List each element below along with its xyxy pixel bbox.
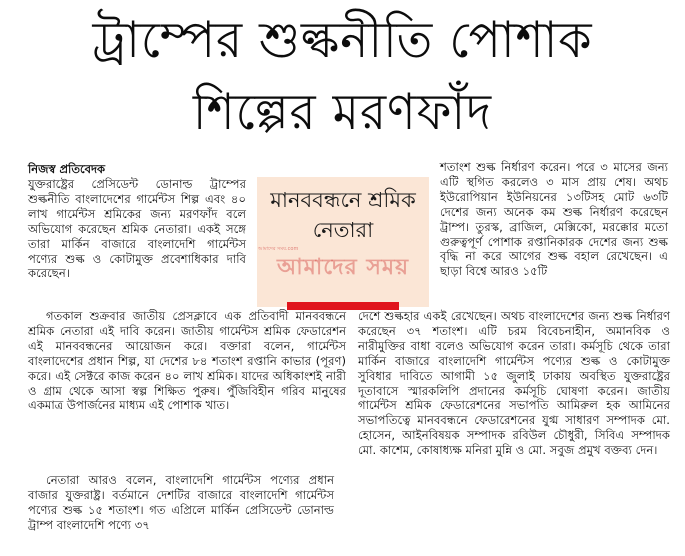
paragraph-second: গতকাল শুক্রবার জাতীয় প্রেসক্লাবে এক প্রতিবাদী মানববন্ধনে শ্রমিক নেতারা এই দাবি করেন। জাতীয় গার্মেন্টস শ্রমিক ফেডারেশন এই মানববন্ধনের আয়োজন করে। বক্তারা বলেন, গার্মেন্টস বাংলাদেশের প্রধান শিল্প, যা দেশের ৮৪ শতাংশ রপ্তানি কাভার (পূরণ) করে। এই সেক্টরে কাজ করেন ৪০ লাখ শ্রমিক। যাদের অধিকাংশই নারী ও গ্রাম থেকে আসা স্বল্প শিক্ষিত পুরুষ। পুঁজিবিহীন গরিব মানুষের একমাত্র উপার্জনের মাধ্যম এই পোশাক খাত। [28, 309, 346, 413]
paragraph-intro: যুক্তরাষ্ট্রের প্রেসিডেন্ট ডোনাল্ড ট্রাম্পের শুল্কনীতি বাংলাদেশের গার্মেন্টস শিল্প এবং ৪০ লাখ গার্মেন্টস শ্রমিকের জন্য মরণফাঁদ বলে অভিযোগ করেছেন শ্রমিক নেতারা। একই সঙ্গে তারা মার্কিন বাজারে বাংলাদেশি গার্মেন্টস পণ্যের শুল্ক ও কোটামুক্ত প্রবেশাধিকার দাবি করেছেন। [28, 177, 246, 281]
pullquote-text: মানববন্ধনে শ্রমিক নেতারা [270, 188, 416, 242]
article-column-right-bottom [358, 309, 670, 458]
byline: নিজস্ব প্রতিবেদক [28, 162, 106, 176]
watermark-url: আমাদের সময়.com [258, 246, 299, 252]
paragraph-third: নেতারা আরও বলেন, বাংলাদেশি গার্মেন্টস পণ্যের প্রধান বাজার যুক্তরাষ্ট্র। বর্তমানে দেশটির বাজারে বাংলাদেশি গার্মেন্টস পণ্যের শুল্ক ১৫ শতাংশ। গত এপ্রিলে মার্কিন প্রেসিডেন্ট ডোনাল্ড ট্রাম্প বাংলাদেশি পণ্যে ৩৭ [28, 473, 334, 532]
article-column-left-top [28, 177, 246, 281]
headline-line-2: শিল্পের মরণফাঁদ [192, 83, 493, 141]
pullquote-box [257, 177, 429, 307]
headline-line-1: ট্রাম্পের শুল্কনীতি পোশাক [92, 11, 593, 69]
paragraph-right-top: শতাংশ শুল্ক নির্ধারণ করেন। পরে ৩ মাসের জন্য এটি স্থগিত করলেও ৩ মাস প্রায় শেষ। অথচ ইউরোপিয়ান ইউনিয়নের ১৩টিসহ মোট ৬৩টি দেশের জন্য অনেক কম শুল্ক নির্ধারণ করেছেন ট্রাম্প। তুরস্ক, ব্রাজিল, মেক্সিকো, মরক্কোর মতো গুরুত্বপূর্ণ পোশাক রপ্তানিকারক দেশের জন্য শুল্ক বৃদ্ধি না করে আগের শুল্ক বহাল রেখেছেন। এ ছাড়া বিশ্বে আরও ১৫টি [440, 160, 668, 279]
article-column-left-bottom [28, 473, 334, 533]
watermark-logo: আমাদের সময় [276, 255, 410, 280]
article-column-left-middle [28, 309, 346, 413]
article-column-right-top [440, 160, 668, 279]
paragraph-right-bottom: দেশে শুল্কহার একই রেখেছেন। অথচ বাংলাদেশের জন্য শুল্ক নির্ধারণ করেছেন ৩৭ শতাংশ। এটি চরম বিবেচনাহীন, অমানবিক ও নারীমুক্তির বাধা বলেও অভিযোগ করেন তারা। কর্মসূচি থেকে তারা মার্কিন বাজারে বাংলাদেশি গার্মেন্টস পণ্যের শুল্ক ও কোটামুক্ত সুবিধার দাবিতে আগামী ১৫ জুলাই ঢাকায় অবস্থিত যুক্তরাষ্ট্রের দূতাবাসে স্মারকলিপি প্রদানের কর্মসূচি ঘোষণা করেন। জাতীয় গার্মেন্টস শ্রমিক ফেডারেশনের সভাপতি আমিরুল হক আমিনের সভাপতিত্বে মানববন্ধনে ফেডারেশনের যুগ্ম সাধারণ সম্পাদক মো. হোসেন, আইনবিষয়ক সম্পাদক রবিউল চৌধুরী, সিবিএ সম্পাদক মো. কাশেম, কোষাধ্যক্ষ মনিরা মুন্নি ও মো. সবুজ প্রমুখ বক্তব্য দেন। [358, 309, 670, 458]
